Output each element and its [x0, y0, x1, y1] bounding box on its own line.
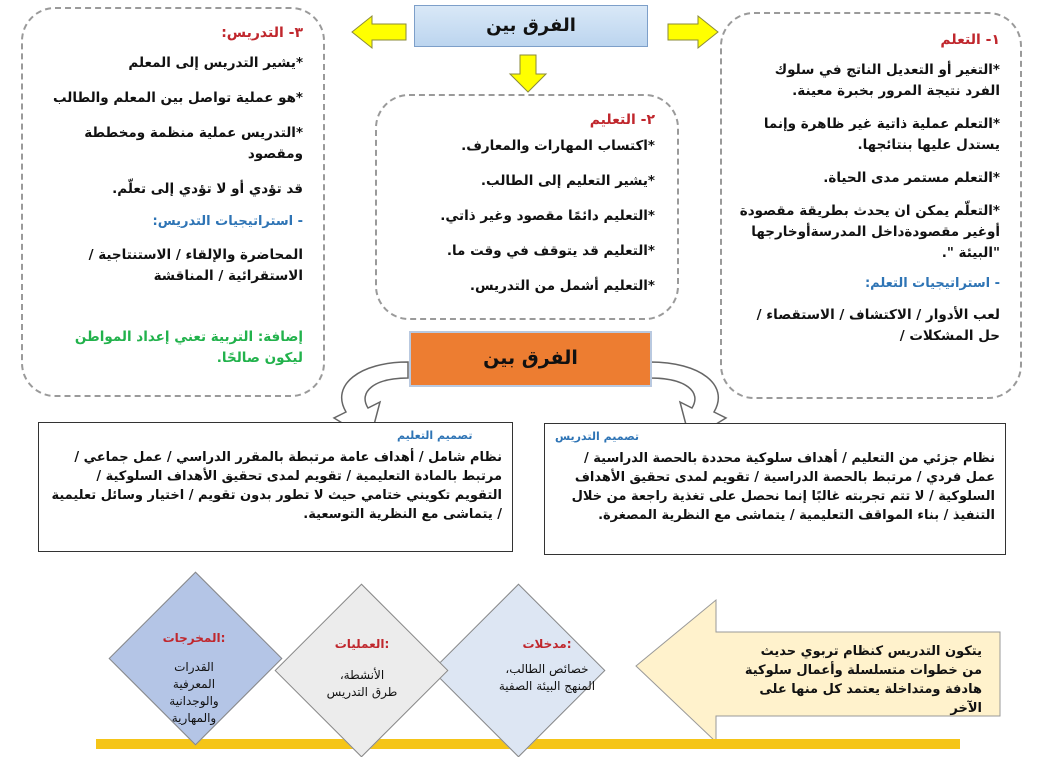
education-item: *التعليم دائمًا مقصود وغير ذاتي.	[440, 208, 655, 224]
learning-item: *التعلّم يمكن ان يحدث بطريقة مقصودة أوغير مقصودةداخل المدرسةأوخارجها "البيئة ".	[739, 203, 1000, 261]
title-mid-text: الفرق بين	[483, 347, 578, 369]
design-teaching-heading: تصميم التدريس	[555, 430, 640, 443]
processes-text: الأنشطة، طرق التدريس	[326, 668, 398, 699]
teaching-addition: إضافة: التربية تعني إعداد المواطن ليكون صالحًا.	[74, 329, 303, 366]
learning-heading: ١- التعلم	[940, 32, 1000, 48]
yellow-arrow-right-icon	[668, 16, 718, 48]
learning-strategies-heading: - استراتيجيات التعلم:	[864, 276, 1000, 291]
design-education-text: نظام شامل / أهداف عامة مرتبطة بالمقرر الدراسي / عمل جماعي / مرتبط بالمادة التعليمية / تقويم لمدى تحقيق الأهداف السلوكية / التقويم تكويني ختامي حيث لا تطور بدون تقويم / اختيار وسائل تعليمية / يتماشى مع النظرية التوسعية.	[51, 450, 502, 522]
education-box	[375, 94, 679, 320]
yellow-arrow-down-icon	[510, 55, 546, 92]
title-top-text: الفرق بين	[486, 15, 576, 36]
outputs-label	[124, 630, 264, 727]
inputs-text: خصائص الطالب، المنهج البيئة الصفية	[498, 662, 596, 693]
design-teaching-text: نظام جزئي من التعليم / أهداف سلوكية محددة بالحصة الدراسية / عمل فردي / مرتبط بالحصة الدراسية / تقويم لمدى تحقيق الأهداف السلوكية / لا تتم تجربته غالبًا إنما نحصل على تغذية راجعة من خلال التنفيذ / بناء المواقف التعليمية / يتماشى مع النظرية المصغرة.	[571, 451, 995, 523]
inputs-label	[477, 636, 617, 695]
learning-item: *التعلم عملية ذاتية غير ظاهرة وإنما يستدل عليها بنتائجها.	[763, 116, 1000, 153]
education-item: *التعليم قد يتوقف في وقت ما.	[446, 243, 655, 259]
teaching-strategies-heading: - استراتيجيات التدريس:	[152, 214, 303, 229]
education-heading: ٢- التعليم	[589, 112, 655, 128]
teaching-item: *التدريس عملية منظمة ومخططة ومقصود	[84, 125, 303, 162]
teaching-box	[21, 7, 325, 397]
processes-label	[292, 636, 432, 701]
outputs-heading: المخرجات:	[162, 631, 226, 645]
title-mid	[409, 331, 652, 387]
learning-box	[720, 12, 1022, 399]
teaching-strategies: المحاضرة والإلقاء / الاستنتاجية /الاستقرائية / المناقشة	[88, 247, 303, 284]
education-item: *التعليم أشمل من التدريس.	[469, 278, 655, 294]
learning-item: *التعلم مستمر مدى الحياة.	[823, 170, 1000, 186]
system-statement: يتكون التدريس كنظام تربوي حديث من خطوات متسلسلة وأعمال سلوكية هادفة ومتداخلة يعتمد كل منها على الآخر	[744, 644, 982, 716]
processes-heading: العمليات:	[334, 637, 390, 651]
inputs-heading: مدخلات:	[522, 637, 572, 651]
education-item: *اكتساب المهارات والمعارف.	[461, 138, 655, 154]
design-education-heading: تصميم التعليم	[397, 429, 473, 442]
learning-item: *التغير أو التعديل الناتج في سلوك الفرد نتيجة المرور بخبرة معينة.	[774, 62, 1000, 99]
title-top	[414, 5, 648, 47]
teaching-item: *يشير التدريس إلى المعلم	[128, 55, 303, 71]
learning-strategies: لعب الأدوار / الاكتشاف / الاستقصاء / حل المشكلات /	[756, 307, 1000, 344]
design-teaching-box	[544, 423, 1006, 555]
teaching-heading: ٣- التدريس:	[221, 25, 303, 41]
education-item: *يشير التعليم إلى الطالب.	[480, 173, 655, 189]
teaching-item: قد تؤدي أو لا تؤدي إلى تعلّم.	[112, 181, 303, 197]
teaching-item: *هو عملية تواصل بين المعلم والطالب	[53, 90, 303, 106]
design-education-box	[38, 422, 513, 552]
outputs-text: القدرات المعرفية والوجدانية والمهارية	[169, 660, 219, 725]
yellow-arrow-left-icon	[352, 16, 406, 48]
